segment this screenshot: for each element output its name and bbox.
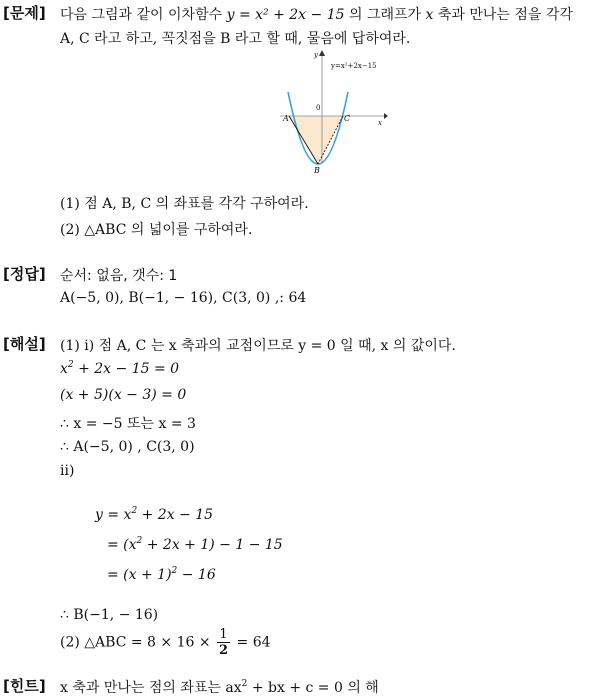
solution-step-6: ⅱ) <box>60 463 75 479</box>
x-axis-label: x <box>378 119 382 127</box>
solution-step-11 <box>60 627 271 658</box>
math-term: + 2x − 15 <box>137 507 214 523</box>
point-c-label: C <box>344 114 351 123</box>
solution-step-7: $y = x^2 + 2x - 15$ <box>95 506 214 523</box>
solution-step-4: ∴ x = −5 또는 x = 3 <box>60 416 196 432</box>
math-term: y = x <box>95 507 132 523</box>
problem-text: 축과 만나는 점을 각각 <box>433 7 573 23</box>
x-axis-arrow <box>384 113 388 119</box>
math-term: + 2x − 15 = 0 <box>73 361 180 377</box>
hint-term: + bx + c = 0 의 해 <box>247 680 379 696</box>
answer-value: A(−5, 0), B(−1, − 16), C(3, 0) ,: 64 <box>60 290 307 306</box>
math-term: + 2x + 1) − 1 − 15 <box>142 537 283 553</box>
y-axis-label: y <box>314 51 318 59</box>
hint-text: x 축과 만나는 점의 좌표는 $ax^2$ + bx + c = 0 의 해 <box>60 679 379 696</box>
function-equation: y = x² + 2x − 15 <box>226 7 345 23</box>
x-variable: x <box>425 7 434 23</box>
solution-step-5: ∴ A(−5, 0) , C(3, 0) <box>60 439 195 455</box>
math-term: (2) △ABC = 8 × 16 × <box>60 634 216 651</box>
point-b-label: B <box>314 166 320 175</box>
solution-step-2: $x^2 + 2x - 15 = 0$ <box>60 360 180 377</box>
solution-step-9: = $(x + 1)^2 - 16$ <box>107 566 216 583</box>
problem-text: 의 그래프가 <box>344 7 426 23</box>
answer-label: [정답] <box>3 265 46 283</box>
math-term: x <box>60 361 68 377</box>
y-axis-arrow <box>319 50 325 56</box>
fraction-denominator: 2 <box>219 643 229 658</box>
parabola-figure <box>280 46 390 176</box>
solution-step-3: (x + 5)(x − 3) = 0 <box>60 387 187 403</box>
problem-label: [문제] <box>3 4 46 22</box>
curve-label: y=x²+2x−15 <box>331 62 377 70</box>
solution-step-8: = $(x^2 + 2x + 1) - 1 - 15$ <box>107 536 283 553</box>
solution-step-10: ∴ B(−1, − 16) <box>60 607 159 623</box>
problem-text: 다음 그림과 같이 이차함수 <box>60 7 227 23</box>
fraction-numerator: 1 <box>217 627 230 643</box>
problem-line-2: A, C 라고 하고, 꼭짓점을 B 라고 할 때, 물음에 답하여라. <box>60 31 411 47</box>
question-2: (2) △ABC 의 넓이를 구하여라. <box>60 222 253 238</box>
math-term: = (x <box>107 537 137 553</box>
fraction-one-half <box>217 627 230 658</box>
math-term: = (x + 1) <box>107 567 172 583</box>
hint-label: [힌트] <box>3 677 46 695</box>
origin-label: 0 <box>316 104 321 112</box>
math-term: − 16 <box>177 567 216 583</box>
point-a-label: A <box>283 114 289 123</box>
hint-term: x 축과 만나는 점의 좌표는 ax <box>60 680 242 696</box>
math-term: = 64 <box>232 634 271 651</box>
question-1: (1) 점 A, B, C 의 좌표를 각각 구하여라. <box>60 196 309 212</box>
answer-meta: 순서: 없음, 갯수: 1 <box>60 268 178 284</box>
solution-step-1: (1) ⅰ) 점 A, C 는 x 축과의 교점이므로 y = 0 일 때, x 의 값이다. <box>60 338 456 354</box>
solution-label: [해설] <box>3 335 46 353</box>
problem-line-1 <box>60 4 573 24</box>
